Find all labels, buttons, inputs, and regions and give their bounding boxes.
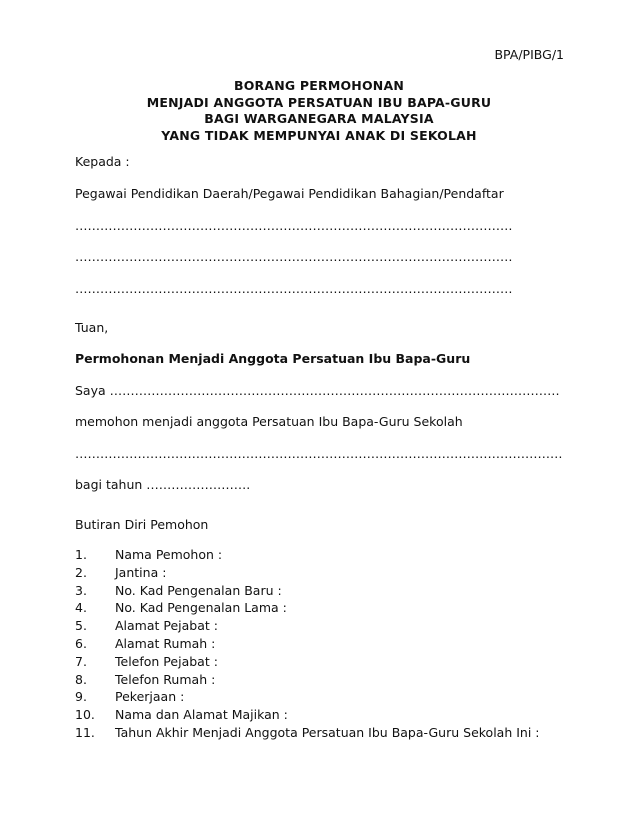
title-line: YANG TIDAK MEMPUNYAI ANAK DI SEKOLAH [161, 127, 477, 143]
list-item[interactable] [75, 564, 575, 582]
title-line: BORANG PERMOHONAN [233, 78, 404, 93]
address-line-2[interactable]: …………………………………………………………………………………………… [75, 249, 513, 264]
item-label: No. Kad Pengenalan Baru : [115, 582, 282, 598]
recipient-text: Pegawai Pendidikan Daerah/Pegawai Pendidikan Bahagian/Pendaftar [75, 186, 504, 201]
item-number: 5. [75, 618, 87, 634]
title-line: MENJADI ANGGOTA PERSATUAN IBU BAPA-GURU [146, 94, 492, 110]
salutation: Tuan, [75, 320, 109, 335]
item-number: 9. [75, 689, 87, 705]
year-line[interactable]: bagi tahun ……………………. [75, 477, 251, 492]
item-number: 1. [75, 547, 87, 562]
subject-heading: Permohonan Menjadi Anggota Persatuan Ibu Bapa-Guru [75, 351, 471, 366]
item-number: 8. [75, 671, 87, 687]
item-number: 7. [75, 653, 87, 669]
item-number: 11. [75, 724, 95, 740]
item-label: No. Kad Pengenalan Lama : [115, 600, 287, 616]
list-item[interactable] [75, 653, 575, 671]
school-name-line[interactable]: ……………………………………………………………………………………………………… [75, 446, 563, 461]
item-label: Jantina : [115, 564, 167, 580]
applicant-details-list [75, 546, 575, 742]
list-item[interactable] [75, 635, 575, 653]
address-line-1[interactable]: …………………………………………………………………………………………… [75, 218, 513, 233]
list-item[interactable] [75, 688, 575, 706]
to-label: Kepada : [75, 154, 130, 169]
item-label: Alamat Pejabat : [115, 618, 218, 634]
request-text: memohon menjadi anggota Persatuan Ibu Bapa-Guru Sekolah [75, 414, 463, 429]
form-reference-code: BPA/PIBG/1 [494, 47, 564, 62]
item-label: Nama dan Alamat Majikan : [115, 707, 288, 723]
list-item[interactable] [75, 706, 575, 724]
item-label: Nama Pemohon : [115, 547, 223, 562]
form-title [0, 78, 638, 144]
item-number: 4. [75, 600, 87, 616]
item-number: 2. [75, 564, 87, 580]
title-line: BAGI WARGANEGARA MALAYSIA [204, 111, 434, 126]
item-number: 3. [75, 582, 87, 598]
item-label: Alamat Rumah : [115, 635, 216, 651]
details-heading: Butiran Diri Pemohon [75, 517, 209, 532]
item-label: Telefon Pejabat : [115, 653, 218, 669]
list-item[interactable] [75, 582, 575, 600]
item-number: 6. [75, 635, 87, 651]
item-label: Telefon Rumah : [115, 671, 216, 687]
list-item[interactable] [75, 546, 575, 564]
list-item[interactable] [75, 671, 575, 689]
item-number: 10. [75, 707, 95, 723]
address-line-3[interactable]: …………………………………………………………………………………………… [75, 281, 513, 296]
item-label: Tahun Akhir Menjadi Anggota Persatuan Ibu Bapa-Guru Sekolah Ini : [115, 724, 540, 740]
item-label: Pekerjaan : [115, 689, 185, 705]
list-item[interactable] [75, 617, 575, 635]
list-item[interactable] [75, 724, 575, 742]
applicant-name-line[interactable]: Saya ……………………………………………………………………………………………… [75, 383, 560, 398]
list-item[interactable] [75, 599, 575, 617]
